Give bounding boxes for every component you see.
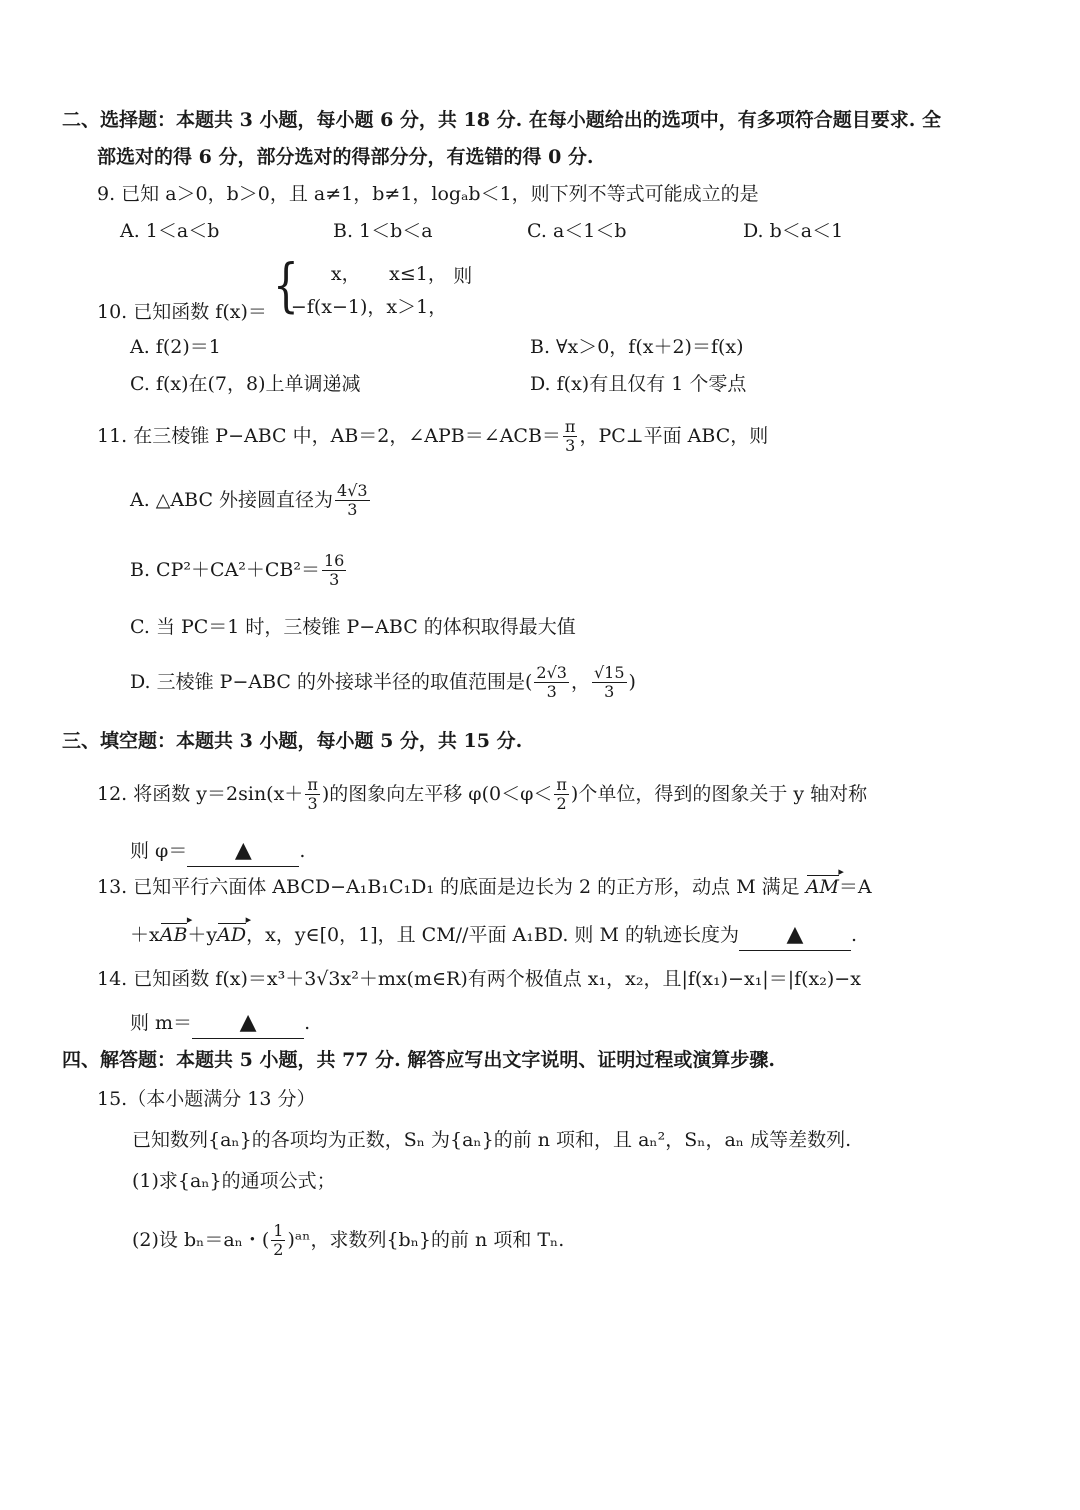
- q14-answer-label: 则 m＝: [130, 1012, 193, 1034]
- q12-line-2: [130, 840, 305, 863]
- q12-fraction-1: [305, 776, 320, 814]
- q11-option-a-fraction: [335, 482, 370, 520]
- q11-option-d-close: ): [628, 670, 636, 693]
- q9-option-b: B. 1＜b＜a: [333, 220, 433, 242]
- q9-stem: 9. 已知 a＞0，b＞0，且 a≠1，b≠1，logₐb＜1，则下列不等式可能成立的是: [97, 183, 759, 205]
- q10-case-1: x， x≤1，: [330, 263, 447, 285]
- q15-fraction: [271, 1222, 285, 1260]
- q10-stem-suffix: 则: [453, 265, 473, 288]
- q10-piecewise: [272, 251, 448, 325]
- q10-stem: [97, 251, 473, 325]
- fraction-denominator: 3: [604, 682, 615, 702]
- q11-stem-text: 11. 在三棱锥 P−ABC 中，AB＝2，∠APB＝∠ACB＝: [97, 424, 561, 447]
- q15-part-2: [132, 1222, 564, 1260]
- q10-option-a: A. f(2)＝1: [130, 336, 221, 358]
- q10-case-2: −f(x−1)，x＞1，: [290, 296, 448, 319]
- q12-fraction-2: [554, 776, 569, 814]
- q14-line-2: [130, 1012, 310, 1035]
- fraction-denominator: 2: [556, 794, 567, 814]
- q11-option-a-text: A. △ABC 外接圆直径为: [130, 488, 334, 511]
- fraction-denominator: 3: [307, 794, 318, 814]
- q14-answer-blank[interactable]: [192, 1010, 304, 1039]
- q15-part-2-text-b: )ᵃⁿ，求数列{bₙ}的前 n 项和 Tₙ.: [287, 1228, 565, 1251]
- q12-text-c: )个单位，得到的图象关于 y 轴对称: [570, 782, 868, 805]
- q11-option-a: [130, 482, 372, 520]
- q13-text-b: ＝A: [838, 876, 872, 898]
- q11-option-d-fraction-1: [534, 664, 569, 702]
- q13-end: .: [850, 924, 858, 946]
- q13-text-e: ，x，y∈[0，1]，且 CM//平面 A₁BD. 则 M 的轨迹长度为: [246, 924, 739, 946]
- q9-option-d: D. b＜a＜1: [743, 220, 844, 242]
- fraction-denominator: 2: [273, 1240, 284, 1260]
- q13-text-d: ＋y: [187, 924, 218, 946]
- q13-text-a: 13. 已知平行六面体 ABCD−A₁B₁C₁D₁ 的底面是边长为 2 的正方形，动点 M 满足: [97, 876, 806, 898]
- fraction-denominator: 3: [347, 500, 358, 520]
- q12-answer-blank[interactable]: [187, 838, 299, 867]
- q11-option-b-text: B. CP²＋CA²＋CB²＝: [130, 558, 320, 581]
- q14-line-1: 14. 已知函数 f(x)＝x³＋3√3x²＋mx(m∈R)有两个极值点 x₁，x₂，且|f(x₁)−x₁|＝|f(x₂)−x: [97, 968, 861, 990]
- q13-answer-blank[interactable]: [739, 922, 851, 951]
- q11-stem: [97, 418, 768, 456]
- q11-option-d: [130, 664, 636, 702]
- fraction-numerator: 1: [273, 1221, 284, 1240]
- vector-am: ▸ AM: [806, 878, 839, 897]
- q13-text-c: ＋x: [130, 924, 160, 946]
- fraction-numerator: 4√3: [337, 481, 368, 500]
- q13-line-1: [97, 878, 872, 897]
- q10-option-c: C. f(x)在(7，8)上单调递减: [130, 373, 361, 395]
- fraction-numerator: π: [564, 417, 576, 436]
- q14-end: .: [304, 1012, 311, 1034]
- q9-option-c: C. a＜1＜b: [527, 220, 627, 242]
- q12-end: .: [299, 840, 306, 862]
- q12-text-b: )的图象向左平移 φ(0＜φ＜: [321, 782, 553, 805]
- triangle-icon: ▲: [234, 838, 252, 863]
- q11-option-d-fraction-2: [592, 664, 627, 702]
- q15-stem: 已知数列{aₙ}的各项均为正数，Sₙ 为{aₙ}的前 n 项和，且 aₙ²，Sₙ，aₙ 成等差数列.: [132, 1129, 852, 1151]
- q10-option-b: B. ∀x＞0，f(x＋2)＝f(x): [530, 336, 744, 358]
- vector-ad: ▸ AD: [217, 926, 246, 945]
- q12-answer-label: 则 φ＝: [130, 840, 188, 862]
- q12-text-a: 12. 将函数 y＝2sin(x＋: [97, 782, 304, 805]
- section-4-title: 四、解答题：本题共 5 小题，共 77 分. 解答应写出文字说明、证明过程或演算步骤.: [62, 1049, 775, 1071]
- fraction-numerator: √15: [593, 663, 625, 682]
- q11-option-d-text: D. 三棱锥 P−ABC 的外接球半径的取值范围是(: [130, 670, 533, 693]
- q9-option-a: A. 1＜a＜b: [120, 220, 220, 242]
- q15-part-2-text-a: (2)设 bₙ＝aₙ・(: [132, 1228, 270, 1251]
- fraction-numerator: 16: [323, 551, 345, 570]
- q12-line-1: [97, 776, 867, 814]
- q15-part-1: (1)求{aₙ}的通项公式；: [132, 1170, 336, 1192]
- section-2-title-cont: 部选对的得 6 分，部分选对的得部分分，有选错的得 0 分.: [97, 146, 594, 168]
- fraction-denominator: 3: [546, 682, 557, 702]
- q11-option-c: C. 当 PC＝1 时，三棱锥 P−ABC 的体积取得最大值: [130, 616, 576, 638]
- q11-option-d-comma: ，: [570, 670, 590, 693]
- vector-ab: ▸ AB: [160, 926, 188, 945]
- section-2-title: 二、选择题：本题共 3 小题，每小题 6 分，共 18 分. 在每小题给出的选项中，有多项符合题目要求. 全: [62, 109, 942, 131]
- q11-option-b-fraction: [322, 552, 346, 590]
- q13-line-2: [130, 924, 857, 947]
- q11-option-b: [130, 552, 348, 590]
- q11-fraction: [563, 418, 578, 456]
- q11-stem-text-2: ，PC⊥平面 ABC，则: [579, 424, 769, 447]
- triangle-icon: ▲: [786, 922, 804, 947]
- q10-option-d: D. f(x)有且仅有 1 个零点: [530, 373, 747, 395]
- fraction-numerator: π: [556, 775, 567, 794]
- fraction-denominator: 3: [329, 570, 340, 590]
- triangle-icon: ▲: [239, 1010, 257, 1035]
- section-3-title: 三、填空题：本题共 3 小题，每小题 5 分，共 15 分.: [62, 730, 523, 752]
- q10-stem-prefix: 10. 已知函数 f(x)＝: [97, 301, 267, 324]
- q15-head: 15.（本小题满分 13 分）: [97, 1088, 316, 1110]
- fraction-numerator: π: [307, 775, 318, 794]
- fraction-numerator: 2√3: [536, 663, 567, 682]
- fraction-denominator: 3: [565, 436, 576, 456]
- brace-icon: {: [272, 251, 299, 319]
